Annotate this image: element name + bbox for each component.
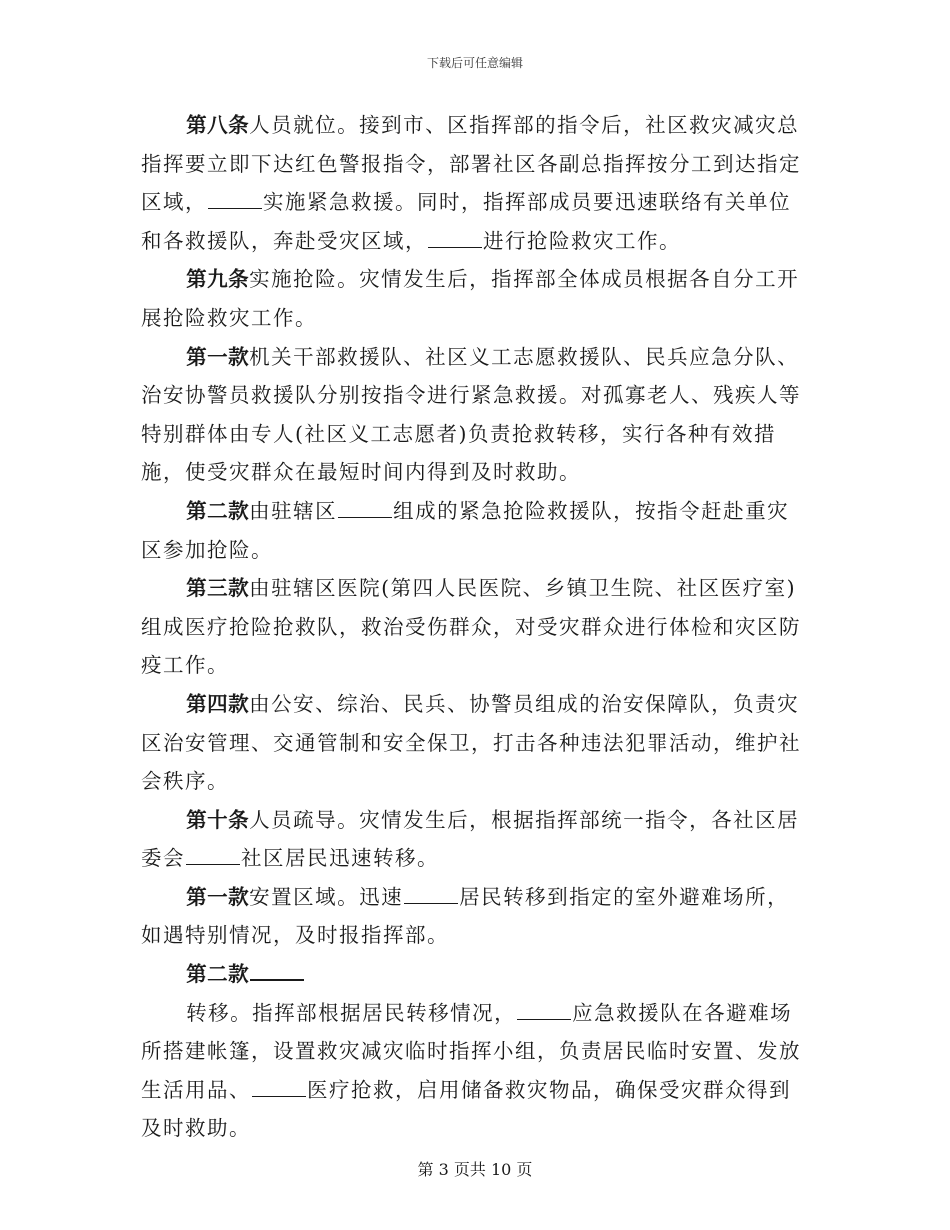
clause-4-paragraph bbox=[141, 685, 809, 801]
clause-heading: 第一款 bbox=[186, 884, 250, 909]
article-heading: 第九条 bbox=[186, 267, 250, 292]
article-9-paragraph bbox=[141, 260, 809, 337]
clause-heading: 第二款 bbox=[186, 498, 250, 523]
fill-in-blank bbox=[252, 1078, 306, 1097]
page-number-footer: 第 3 页共 10 页 bbox=[417, 1160, 533, 1179]
clause-2-paragraph bbox=[141, 994, 809, 1148]
clause-heading: 第一款 bbox=[186, 344, 250, 369]
paragraph-text: 由公安、综治、民兵、协警员组成的治安保障队，负责灾区治安管理、交通管制和安全保卫，打击各种违法犯罪活动，维护社会秩序。 bbox=[141, 691, 801, 794]
paragraph-text: 社区居民迅速转移。 bbox=[241, 846, 439, 871]
paragraph-text: 转移。指挥部根据居民转移情况， bbox=[186, 1000, 517, 1025]
paragraph-text: 安置区域。迅速 bbox=[249, 884, 404, 909]
fill-in-blank bbox=[208, 190, 262, 209]
paragraph-text: 进行抢险救灾工作。 bbox=[483, 228, 681, 253]
fill-in-blank bbox=[428, 229, 482, 248]
paragraph-text: 机关干部救援队、社区义工志愿救援队、民兵应急分队、治安协警员救援队分别按指令进行紧急救援。对孤寡老人、残疾人等特别群体由专人(社区义工志愿者)负责抢救转移，实行各种有效措施，使受灾群众在最短时间内得到及时救助。 bbox=[141, 344, 801, 485]
paragraph-text: 居民转移到指定的室外避难场所，如遇特别情况，及时报指挥部。 bbox=[141, 884, 790, 948]
clause-heading: 第三款 bbox=[186, 576, 250, 601]
paragraph-text: 实施抢险。灾情发生后，指挥部全体成员根据各自分工开展抢险救灾工作。 bbox=[141, 267, 800, 330]
clause-3-paragraph bbox=[141, 569, 809, 685]
clause-1-paragraph bbox=[141, 338, 809, 492]
paragraph-text: 医疗抢救，启用储备救灾物品，确保受灾群众得到及时救助。 bbox=[141, 1077, 791, 1141]
paragraph-text: 由驻辖区医院(第四人民医院、乡镇卫生院、社区医疗室)组成医疗抢险抢救队，救治受伤群众，对受灾群众进行体检和灾区防疫工作。 bbox=[141, 576, 801, 678]
clause-heading: 第四款 bbox=[186, 691, 250, 716]
clause-heading: 第二款 bbox=[186, 962, 250, 987]
fill-in-blank bbox=[186, 846, 240, 865]
paragraph-text: 应急救援队在各避难场所搭建帐篷，设置救灾减灾临时指挥小组，负责居民临时安置、发放生活用品、 bbox=[141, 1000, 801, 1102]
clause-2-heading-line bbox=[141, 955, 809, 994]
paragraph-text: 实施紧急救援。同时，指挥部成员要迅速联络有关单位和各救援队，奔赴受灾区域， bbox=[141, 190, 791, 253]
article-8-paragraph bbox=[141, 106, 809, 260]
fill-in-blank bbox=[404, 885, 458, 904]
page-header: 下载后可任意编辑 bbox=[426, 56, 523, 70]
article-heading: 第十条 bbox=[186, 807, 250, 832]
paragraph-text: 由驻辖区 bbox=[249, 498, 338, 523]
clause-2-paragraph bbox=[141, 492, 809, 569]
clause-1-paragraph bbox=[141, 878, 809, 955]
document-body bbox=[141, 106, 809, 1148]
fill-in-blank bbox=[250, 961, 304, 981]
paragraph-text: 人员疏导。灾情发生后，根据指挥部统一指令，各社区居委会 bbox=[141, 807, 800, 871]
paragraph-text: 人员就位。接到市、区指挥部的指令后，社区救灾减灾总指挥要立即下达红色警报指令，部署社区各副总指挥按分工到达指定区域， bbox=[141, 113, 801, 215]
article-heading: 第八条 bbox=[186, 113, 250, 137]
fill-in-blank bbox=[517, 1001, 571, 1020]
article-10-paragraph bbox=[141, 801, 809, 878]
paragraph-text: 组成的紧急抢险救援队，按指令赶赴重灾区参加抢险。 bbox=[141, 498, 790, 562]
fill-in-blank bbox=[338, 499, 392, 518]
